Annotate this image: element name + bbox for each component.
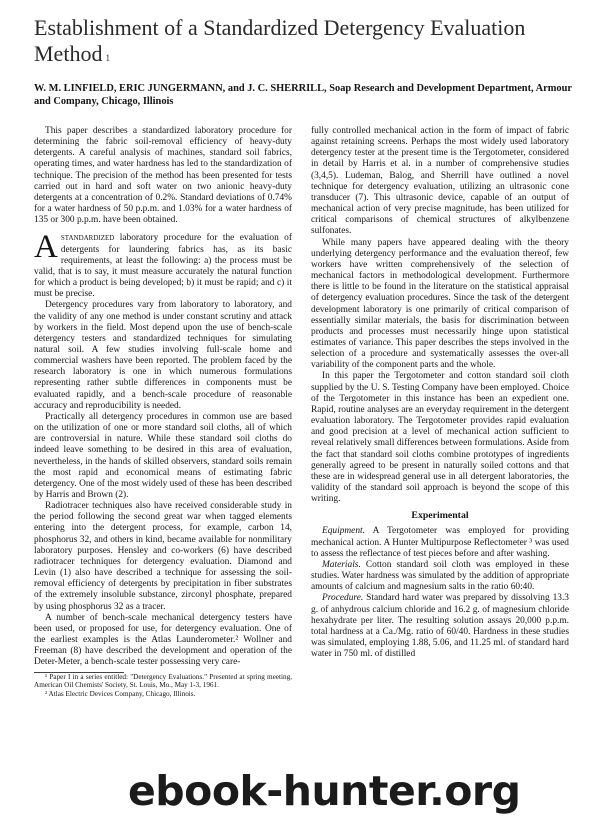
intro-paragraph bbox=[34, 229, 292, 300]
author-line: W. M. LINFIELD, ERIC JUNGERMANN, and J. C. SHERRILL, Soap Research and Development Department, Armour and Company, Chicago, Illinois bbox=[34, 83, 572, 107]
paragraph-text: A Tergotometer was employed for providing mechanical action. A Hunter Multipurpose Reflectometer ³ was used to assess the reflectance of test pieces before and after washing. bbox=[311, 526, 569, 559]
right-column bbox=[311, 126, 569, 660]
body-paragraph: A number of bench-scale mechanical detergency testers have been used, or proposed for use, for detergency evaluation. One of the earliest examples is the Atlas Launderometer.² Wollner and Freeman (8) have described the development and operation of the Deter-Meter, a bench-scale tester possessing very care- bbox=[34, 612, 292, 668]
body-paragraph: Radiotracer techniques also have received considerable study in the period following the second great war when tagged elements entering into the detergent process, for example, carbon 14, phosphorus 32, and others in kind, became available for nonmilitary laboratory purposes. Hensley and co-workers (6) have described radiotracer techniques for detergency evaluation. Diamond and Levin (1) also have described a technique for assessing the soil-removal efficiency of detergents by precipitation in fiber substrates of the extremely insoluble substance, zirconyl phosphate, prepared by using phosphorus 32 as a tracer. bbox=[34, 501, 292, 612]
footnote: ¹ Paper I in a series entitled: "Detergency Evaluations." Presented at spring meeting, American Oil Chemists' Society, St. Louis, Mo., May 1-3, 1961. bbox=[34, 672, 292, 690]
body-paragraph: Practically all detergency procedures in common use are based on the utilization of one or more standard soil cloths, all of which are controversial in nature. While these standard soil cloths do indeed leave something to be desired in this area of evaluation, nevertheless, in the hands of skilled observers, standard soils remain the most rapid and economical means of estimating fabric detergency. One of the most widely used of these has been described by Harris and Brown (2). bbox=[34, 411, 292, 500]
run-in-head: Materials. bbox=[322, 559, 361, 570]
article-title bbox=[34, 15, 554, 67]
footnote: ² Atlas Electric Devices Company, Chicago, Illinois. bbox=[45, 689, 196, 698]
section-heading-experimental: Experimental bbox=[411, 510, 469, 522]
experimental-paragraph bbox=[311, 593, 569, 660]
left-column bbox=[34, 126, 292, 698]
body-paragraph: Detergency procedures vary from laboratory to laboratory, and the validity of any one method is under constant scrutiny and attack by workers in the field. Most depend upon the use of bench-scale detergency testers and standardized techniques for simulating natural soil. A few studies involving full-scale home and commercial washers have been reported. The problem faced by the research laboratory is one in which numerous formulations representing rather subtle differences in components must be evaluated rapidly, and a bench-scale procedure of reasonable accuracy and reproducibility is needed. bbox=[34, 300, 292, 411]
body-paragraph: While many papers have appeared dealing with the theory underlying detergency performance and the evaluation thereof, few workers have written comprehensively of the selection of mechanical factors in methodological development. Furthermore there is little to be found in the literature on the statistical appraisal of detergency evaluation procedures. Since the task of the detergent development laboratory is one primarily of critical comparison of essentially similar materials, the basis for discrimination between products and processes must necessarily hinge upon statistical estimates of variance. This paper describes the steps involved in the selection of a procedure and systematically assesses the over-all variability of the component parts and the whole. bbox=[311, 237, 569, 371]
watermark-text: ebook-hunter.org bbox=[128, 767, 521, 815]
drop-cap: A bbox=[34, 229, 58, 266]
intro-text: laboratory procedure for the evaluation of detergents for laundering fabrics has, as its basic requirements, at least the following: a) the process must be valid, that is to say, it must measure accurately the natural function for which a product is being developed; b) it must be rapid; and c) it must be precise. bbox=[34, 233, 292, 300]
intro-smallcaps: standardized bbox=[60, 233, 115, 244]
body-paragraph-continued: fully controlled mechanical action in the form of impact of fabric against retaining screens. Perhaps the most widely used laboratory detergency tester at the present time is the Tergotometer, considered in detail by Harris et al. in a number of comprehensive studies (3,4,5). Ludeman, Balog, and Sherrill have outlined a novel technique for detergency evaluation, utilizing an ultrasonic cone transducer (7). This ultrasonic device, capable of an output of mechanical action of very precise magnitude, has been utilized for critical comparisons of chemical structures of alkylbenzene sulfonates. bbox=[311, 126, 569, 237]
paragraph-text: Standard hard water was prepared by dissolving 13.3 g. of anhydrous calcium chloride and 16.2 g. of magnesium chloride hexahydrate per liter. The resulting solution assays 20,000 p.p.m. total hardness at a Ca./Mg. ratio of 60/40. Hardness in these studies was simulated, employing 1.88, 5.06, and 11.25 ml. of standard hard water in 750 ml. of distilled bbox=[311, 593, 569, 660]
run-in-head: Procedure. bbox=[322, 593, 364, 604]
abstract: This paper describes a standardized laboratory procedure for determining the fabric soil-removal efficiency of heavy-duty detergents. A careful analysis of machines, standard soil fabrics, operating times, and water hardness has led to the standardization of technique. The precision of the method has been presented for tests carried out in hard and soft water on two anionic heavy-duty detergents at a concentration of 0.2%. Standard deviations of 0.74% for a water hardness of 50 p.p.m. and 1.03% for a water hardness of 135 or 300 p.p.m. have been obtained. bbox=[34, 126, 292, 226]
article-title-text: Establishment of a Standardized Detergency Evaluation Method bbox=[34, 15, 526, 66]
run-in-head: Equipment. bbox=[322, 526, 365, 537]
paragraph-text: Cotton standard soil cloth was employed in these studies. Water hardness was simulated by the addition of appropriate amounts of calcium and magnesium salts in the ratio 60:40. bbox=[311, 559, 569, 593]
experimental-paragraph bbox=[311, 526, 569, 559]
experimental-paragraph bbox=[311, 560, 569, 593]
body-paragraph: In this paper the Tergotometer and cotton standard soil cloth supplied by the U. S. Testing Company have been employed. Choice of the Tergotometer in this instance has been an expedient one. Rapid, routine analyses are an everyday requirement in the detergent evaluation laboratory. The Tergotometer provides rapid evaluation and good precision at a level of mechanical action sufficient to reveal relatively small differences between formulations. Aside from the fact that standard soil cloths combine prototypes of ingredients generally agreed to be present in naturally soiled cottons and that these are in widespread general use in all detergent laboratories, the validity of the standard soil approach is beyond the scope of this writing. bbox=[311, 371, 569, 505]
title-footnote-mark: 1 bbox=[105, 53, 110, 63]
